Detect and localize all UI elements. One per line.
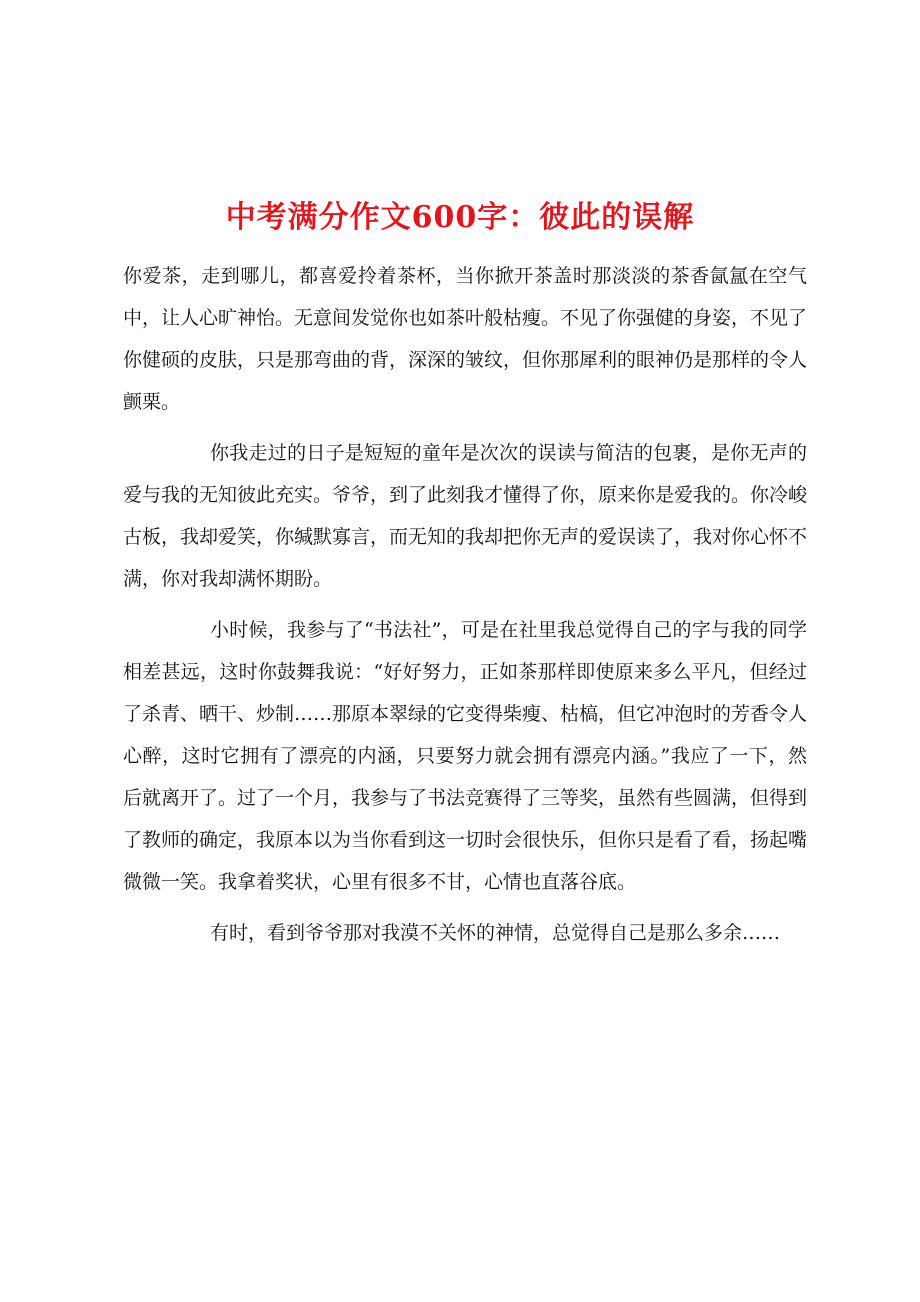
paragraph-3: 小时候，我参与了“书法社”，可是在社里我总觉得自己的字与我的同学相差甚远，这时你鼓舞我说：“好好努力，正如茶那样即使原来多么平凡，但经过了杀青、晒干、炒制……那原本翠绿的它变得柴瘦、枯槁，但它冲泡时的芳香令人心醉，这时它拥有了漂亮的内涵，只要努力就会拥有漂亮内涵。”我应了一下，然后就离开了。过了一个月，我参与了书法竞赛得了三等奖，虽然有些圆满，但得到了教师的确定，我原本以为当你看到这一切时会很快乐，但你只是看了看，扬起嘴微微一笑。我拿着奖状，心里有很多不甘，心情也直落谷底。	[123, 619, 808, 893]
paragraph-4: 有时，看到爷爷那对我漠不关怀的神情，总觉得自己是那么多余……	[210, 922, 781, 944]
article-body	[123, 255, 807, 963]
paragraph-1: 你爱茶，走到哪儿，都喜爱拎着茶杯，当你掀开茶盖时那淡淡的茶香氤氲在空气中，让人心旷神怡。无意间发觉你也如茶叶般枯瘦。不见了你强健的身姿，不见了你健硕的皮肤，只是那弯曲的背，深深的皱纹，但你那犀利的眼神仍是那样的令人颤栗。	[123, 265, 808, 413]
page-title: 中考满分作文600字：彼此的误解	[225, 200, 695, 235]
paragraph-2: 你我走过的日子是短短的童年是次次的误读与简洁的包裹，是你无声的爱与我的无知彼此充实。爷爷，到了此刻我才懂得了你，原来你是爱我的。你冷峻古板，我却爱笑，你缄默寡言，而无知的我却把你无声的爱误读了，我对你心怀不满，你对我却满怀期盼。	[123, 442, 808, 590]
